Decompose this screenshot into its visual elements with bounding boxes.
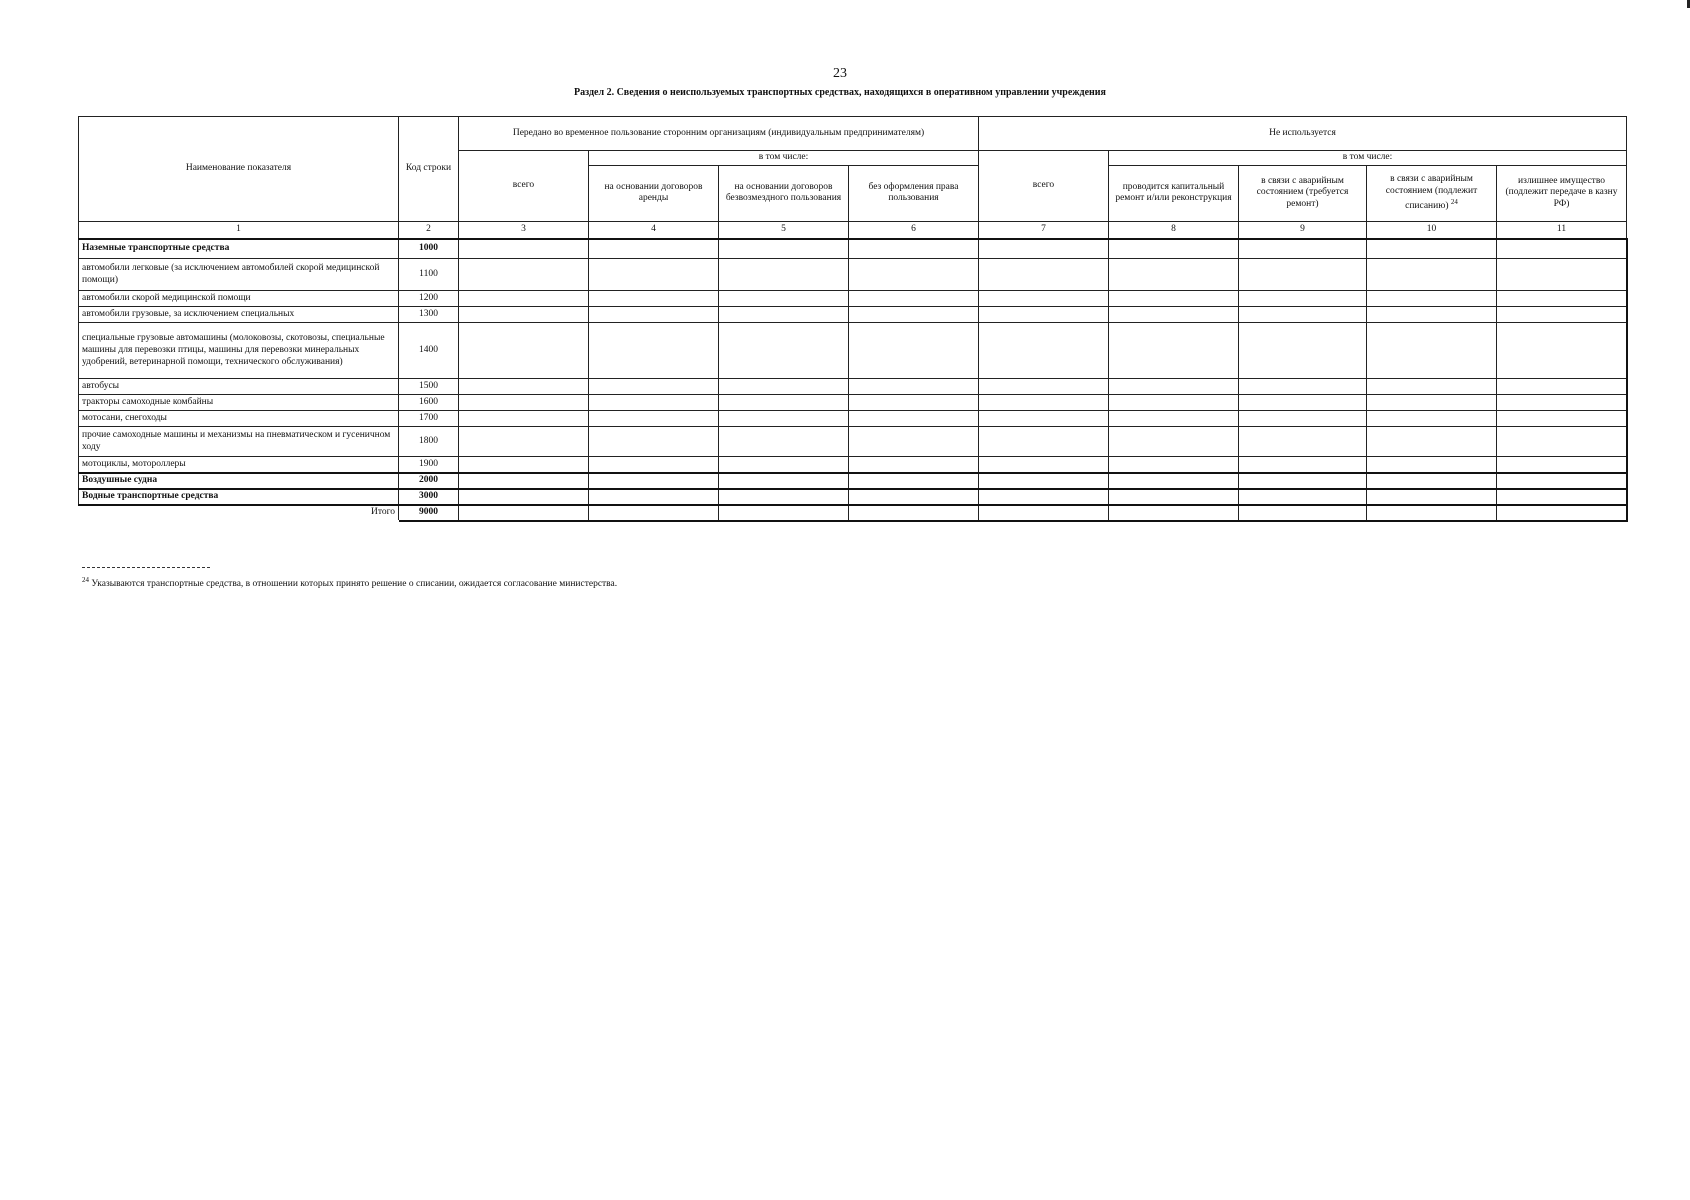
header-emergency-writeoff-text: в связи с аварийным состоянием (подлежит списанию) (1385, 173, 1478, 211)
row-code: 1900 (399, 457, 459, 473)
column-number: 8 (1109, 221, 1239, 239)
value-cell (1367, 259, 1497, 291)
column-number: 9 (1239, 221, 1367, 239)
row-label: автомобили легковые (за исключением автомобилей скорой медицинской помощи) (79, 259, 399, 291)
row-label: Водные транспортные средства (79, 489, 399, 505)
header-not-used-total: всего (979, 151, 1109, 222)
row-label: специальные грузовые автомашины (молоковозы, скотовозы, специальные машины для перевозки птицы, машины для перевозки минеральных удобрений, ветеринарной помощи, технического обслуживания) (79, 323, 399, 379)
value-cell (1497, 307, 1627, 323)
value-cell (459, 259, 589, 291)
value-cell (979, 457, 1109, 473)
value-cell (719, 239, 849, 259)
value-cell (1497, 239, 1627, 259)
value-cell (1109, 395, 1239, 411)
header-lease: на основании договоров аренды (589, 165, 719, 221)
value-cell (1497, 323, 1627, 379)
value-cell (719, 411, 849, 427)
report-table (78, 116, 1628, 522)
table-row (79, 395, 1627, 411)
value-cell (1239, 307, 1367, 323)
column-number: 6 (849, 221, 979, 239)
table-row (79, 307, 1627, 323)
value-cell (1367, 457, 1497, 473)
header-code: Код строки (399, 117, 459, 222)
value-cell (719, 395, 849, 411)
value-cell (1497, 505, 1627, 521)
value-cell (719, 489, 849, 505)
value-cell (1497, 457, 1627, 473)
value-cell (849, 379, 979, 395)
table-row (79, 427, 1627, 457)
value-cell (1239, 323, 1367, 379)
value-cell (1367, 291, 1497, 307)
value-cell (1367, 473, 1497, 489)
value-cell (979, 259, 1109, 291)
value-cell (1367, 323, 1497, 379)
value-cell (1109, 505, 1239, 521)
column-number: 7 (979, 221, 1109, 239)
value-cell (849, 307, 979, 323)
value-cell (1109, 291, 1239, 307)
value-cell (1367, 505, 1497, 521)
value-cell (1239, 411, 1367, 427)
footnote-text: Указываются транспортные средства, в отношении которых принято решение о списании, ожидается согласование министерства. (91, 579, 618, 590)
value-cell (719, 379, 849, 395)
header-emergency-repair: в связи с аварийным состоянием (требуется ремонт) (1239, 165, 1367, 221)
row-label: автомобили грузовые, за исключением специальных (79, 307, 399, 323)
value-cell (1367, 395, 1497, 411)
value-cell (1367, 379, 1497, 395)
header-not-used: Не используется (979, 117, 1627, 151)
value-cell (459, 505, 589, 521)
row-label: автомобили скорой медицинской помощи (79, 291, 399, 307)
value-cell (849, 457, 979, 473)
value-cell (1239, 291, 1367, 307)
value-cell (979, 427, 1109, 457)
value-cell (1109, 427, 1239, 457)
table-row (79, 259, 1627, 291)
header-free-use: на основании договоров безвозмездного пользования (719, 165, 849, 221)
row-code: 3000 (399, 489, 459, 505)
value-cell (1109, 239, 1239, 259)
value-cell (719, 307, 849, 323)
column-number: 1 (79, 221, 399, 239)
value-cell (849, 489, 979, 505)
value-cell (1239, 395, 1367, 411)
value-cell (1367, 489, 1497, 505)
value-cell (589, 291, 719, 307)
value-cell (1239, 259, 1367, 291)
value-cell (1497, 489, 1627, 505)
value-cell (979, 291, 1109, 307)
value-cell (1367, 307, 1497, 323)
value-cell (459, 239, 589, 259)
header-transferred: Передано во временное пользование сторонним организациям (индивидуальным предпринимателям) (459, 117, 979, 151)
value-cell (1239, 473, 1367, 489)
value-cell (589, 457, 719, 473)
value-cell (1367, 411, 1497, 427)
header-not-used-including: в том числе: (1109, 151, 1627, 166)
value-cell (719, 259, 849, 291)
value-cell (1497, 427, 1627, 457)
footnote-marker: 24 (82, 576, 89, 584)
value-cell (979, 323, 1109, 379)
total-label: Итого (79, 505, 399, 521)
header-surplus: излишнее имущество (подлежит передаче в казну РФ) (1497, 165, 1627, 221)
value-cell (1109, 457, 1239, 473)
value-cell (1239, 489, 1367, 505)
value-cell (589, 395, 719, 411)
value-cell (589, 239, 719, 259)
value-cell (459, 473, 589, 489)
row-label: Воздушные судна (79, 473, 399, 489)
table-row (79, 239, 1627, 259)
value-cell (459, 395, 589, 411)
value-cell (1239, 457, 1367, 473)
value-cell (589, 379, 719, 395)
value-cell (979, 411, 1109, 427)
header-no-rights: без оформления права пользования (849, 165, 979, 221)
value-cell (719, 473, 849, 489)
header-transferred-including: в том числе: (589, 151, 979, 166)
value-cell (589, 505, 719, 521)
total-row (79, 505, 1627, 521)
value-cell (719, 427, 849, 457)
value-cell (1367, 427, 1497, 457)
value-cell (1239, 427, 1367, 457)
value-cell (849, 505, 979, 521)
value-cell (589, 489, 719, 505)
value-cell (719, 505, 849, 521)
row-code: 1000 (399, 239, 459, 259)
value-cell (589, 473, 719, 489)
value-cell (459, 323, 589, 379)
footnote-ref: 24 (1450, 197, 1458, 206)
column-number: 5 (719, 221, 849, 239)
value-cell (1109, 307, 1239, 323)
column-number-row (79, 221, 1627, 239)
table-row (79, 457, 1627, 473)
row-code: 1100 (399, 259, 459, 291)
row-code: 1600 (399, 395, 459, 411)
row-label: мотосани, снегоходы (79, 411, 399, 427)
value-cell (1109, 473, 1239, 489)
value-cell (719, 457, 849, 473)
value-cell (589, 411, 719, 427)
value-cell (849, 473, 979, 489)
value-cell (849, 259, 979, 291)
row-label: мотоциклы, мотороллеры (79, 457, 399, 473)
table-row (79, 379, 1627, 395)
value-cell (719, 291, 849, 307)
value-cell (1497, 473, 1627, 489)
value-cell (589, 427, 719, 457)
table-row (79, 473, 1627, 489)
header-emergency-writeoff (1367, 165, 1497, 221)
value-cell (979, 489, 1109, 505)
value-cell (1239, 379, 1367, 395)
value-cell (1497, 291, 1627, 307)
column-number: 2 (399, 221, 459, 239)
value-cell (849, 427, 979, 457)
header-capital-repair: проводится капитальный ремонт и/или реконструкция (1109, 165, 1239, 221)
value-cell (1109, 259, 1239, 291)
column-number: 4 (589, 221, 719, 239)
value-cell (719, 323, 849, 379)
row-label: Наземные транспортные средства (79, 239, 399, 259)
row-code: 1300 (399, 307, 459, 323)
value-cell (589, 307, 719, 323)
value-cell (849, 239, 979, 259)
value-cell (979, 473, 1109, 489)
footnote (82, 576, 617, 589)
header-transferred-total: всего (459, 151, 589, 222)
header-name: Наименование показателя (79, 117, 399, 222)
value-cell (1497, 395, 1627, 411)
row-code: 1500 (399, 379, 459, 395)
column-number: 10 (1367, 221, 1497, 239)
value-cell (589, 323, 719, 379)
table-row (79, 489, 1627, 505)
row-code: 2000 (399, 473, 459, 489)
row-code: 1800 (399, 427, 459, 457)
value-cell (1239, 239, 1367, 259)
value-cell (979, 239, 1109, 259)
value-cell (979, 395, 1109, 411)
value-cell (849, 323, 979, 379)
value-cell (1497, 411, 1627, 427)
row-label: автобусы (79, 379, 399, 395)
value-cell (459, 489, 589, 505)
table-row (79, 411, 1627, 427)
value-cell (459, 307, 589, 323)
value-cell (459, 457, 589, 473)
row-code: 1700 (399, 411, 459, 427)
column-number: 3 (459, 221, 589, 239)
value-cell (1109, 411, 1239, 427)
row-code: 1200 (399, 291, 459, 307)
row-label: тракторы самоходные комбайны (79, 395, 399, 411)
value-cell (1497, 379, 1627, 395)
table-row (79, 291, 1627, 307)
value-cell (589, 259, 719, 291)
value-cell (979, 379, 1109, 395)
row-code: 1400 (399, 323, 459, 379)
value-cell (1497, 259, 1627, 291)
value-cell (979, 505, 1109, 521)
value-cell (459, 291, 589, 307)
value-cell (1109, 489, 1239, 505)
value-cell (1109, 323, 1239, 379)
value-cell (979, 307, 1109, 323)
table-row (79, 323, 1627, 379)
value-cell (459, 379, 589, 395)
section-title: Раздел 2. Сведения о неиспользуемых транспортных средствах, находящихся в оперативном управлении учреждения (574, 87, 1106, 98)
value-cell (849, 395, 979, 411)
value-cell (849, 411, 979, 427)
value-cell (1109, 379, 1239, 395)
column-number: 11 (1497, 221, 1627, 239)
value-cell (459, 427, 589, 457)
footnote-separator (82, 567, 210, 568)
row-code: 9000 (399, 505, 459, 521)
value-cell (459, 411, 589, 427)
value-cell (1239, 505, 1367, 521)
page-number: 23 (833, 66, 847, 81)
value-cell (1367, 239, 1497, 259)
row-label: прочие самоходные машины и механизмы на пневматическом и гусеничном ходу (79, 427, 399, 457)
value-cell (849, 291, 979, 307)
